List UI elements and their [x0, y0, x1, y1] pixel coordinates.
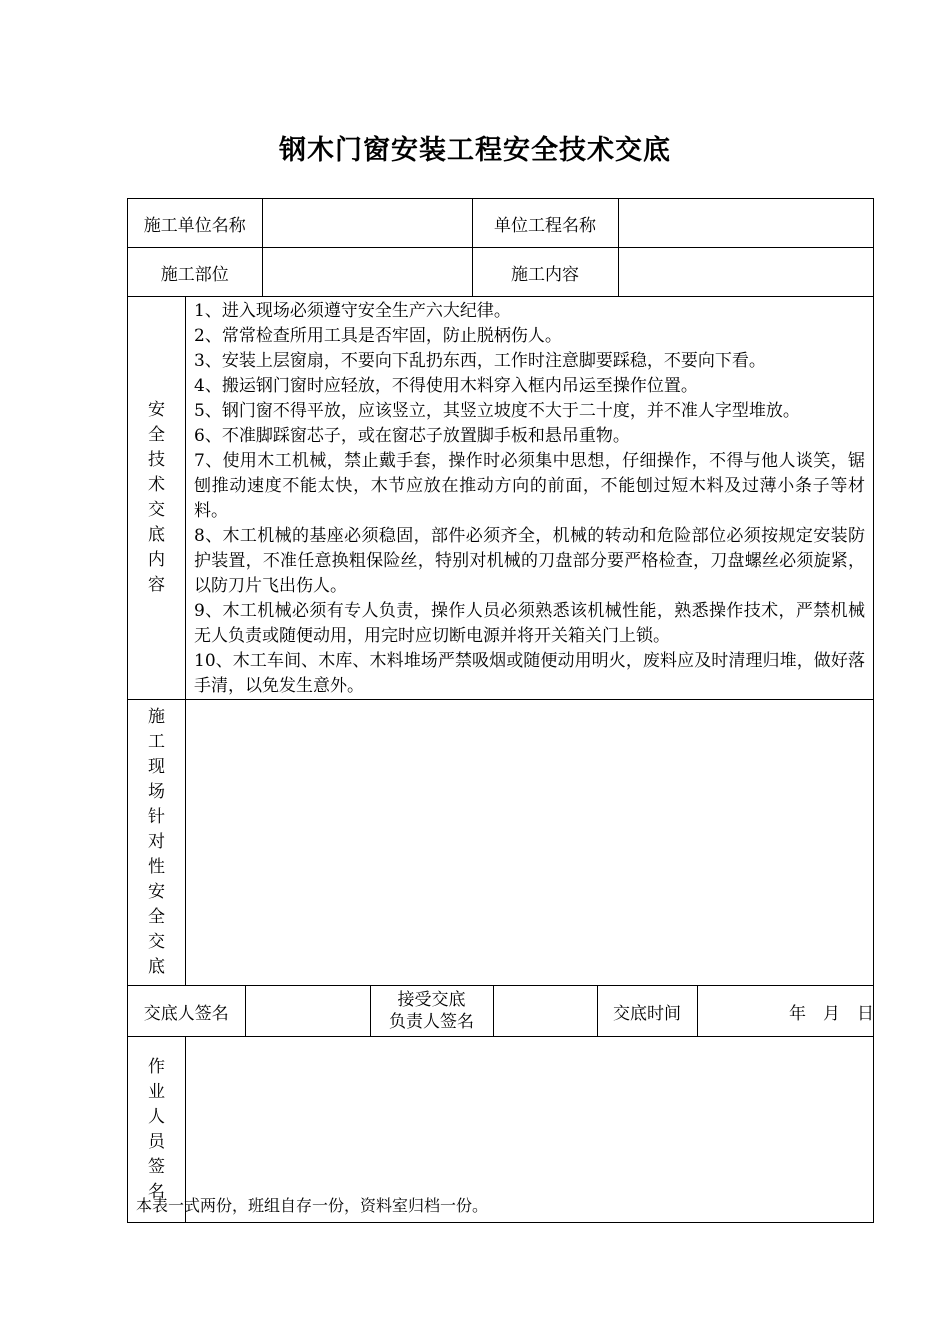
briefer-signature-label: 交底人签名	[128, 986, 245, 1036]
unit-project-label: 单位工程名称	[472, 199, 618, 247]
construction-content-label: 施工内容	[472, 248, 618, 296]
document-title: 钢木门窗安装工程安全技术交底	[279, 135, 671, 166]
briefer-signature-field[interactable]	[245, 986, 370, 1036]
label-char: 底	[148, 957, 165, 977]
construction-content-field[interactable]	[618, 248, 874, 296]
construction-unit-field[interactable]	[262, 199, 472, 247]
construction-unit-label: 施工单位名称	[128, 199, 262, 247]
briefing-time-label: 交底时间	[597, 986, 697, 1036]
label-char: 安	[148, 400, 165, 420]
label-char: 针	[148, 807, 165, 827]
label-char: 签	[148, 1156, 165, 1177]
safety-item: 10、木工车间、木库、木料堆场严禁吸烟或随便动用明火，废料应及时清理归堆，做好落手清，以免发生意外。	[194, 651, 865, 696]
label-char: 术	[148, 475, 165, 495]
label-char: 内	[148, 550, 165, 570]
safety-item: 7、使用木工机械，禁止戴手套，操作时必须集中思想，仔细操作，不得与他人谈笑，锯刨推动速度不能太快，木节应放在推动方向的前面，不能刨过短木料及过薄小条子等材料。	[194, 451, 865, 521]
receiver-signature-field[interactable]	[493, 986, 597, 1036]
unit-project-field[interactable]	[618, 199, 874, 247]
safety-briefing-form	[127, 198, 874, 1223]
header-row-2	[128, 248, 874, 297]
label-char: 作	[148, 1056, 165, 1077]
label-char: 现	[148, 757, 165, 777]
label-char: 交	[148, 932, 165, 952]
safety-item: 2、常常检查所用工具是否牢固，防止脱柄伤人。	[194, 326, 562, 346]
safety-item: 4、搬运钢门窗时应轻放，不得使用木料穿入框内吊运至操作位置。	[194, 376, 698, 396]
label-char: 全	[148, 425, 165, 445]
label-char: 技	[148, 450, 165, 470]
label-char: 安	[148, 882, 165, 902]
label-char: 名	[148, 1181, 165, 1202]
label-char: 交	[148, 500, 165, 520]
footer-note: 本表一式两份，班组自存一份，资料室归档一份。	[136, 1196, 489, 1215]
safety-content-label	[128, 297, 186, 700]
safety-item: 6、不准脚踩窗芯子，或在窗芯子放置脚手板和悬吊重物。	[194, 426, 630, 446]
safety-item: 1、进入现场必须遵守安全生产六大纪律。	[194, 301, 511, 321]
safety-item: 5、钢门窗不得平放，应该竖立，其竖立坡度不大于二十度，并不准人字型堆放。	[194, 401, 800, 421]
label-char: 工	[148, 732, 165, 752]
safety-item: 8、木工机械的基座必须稳固，部件必须齐全，机械的转动和危险部位必须按规定安装防护装置，不准任意换粗保险丝，特别对机械的刀盘部分要严格检查，刀盘螺丝必须旋紧，以防刀片飞出伤人。	[194, 526, 865, 596]
label-char: 对	[148, 832, 165, 852]
label-char: 场	[148, 782, 165, 802]
site-briefing-field[interactable]	[186, 700, 874, 986]
header-row-1	[128, 199, 874, 248]
label-char: 全	[148, 907, 165, 927]
safety-item: 3、安装上层窗扇，不要向下乱扔东西，工作时注意脚要踩稳，不要向下看。	[194, 351, 766, 371]
receiver-label-line1: 接受交底	[397, 990, 466, 1010]
briefing-date-field[interactable]: 年 月 日	[697, 986, 874, 1036]
label-char: 容	[148, 575, 165, 595]
safety-item: 9、木工机械必须有专人负责，操作人员必须熟悉该机械性能，熟悉操作技术，严禁机械无人负责或随便动用，用完时应切断电源并将开关箱关门上锁。	[194, 601, 865, 646]
label-char: 业	[148, 1081, 165, 1102]
signature-row	[128, 986, 874, 1037]
receiver-label-line2: 负责人签名	[389, 1012, 474, 1032]
label-char: 员	[148, 1131, 165, 1152]
label-char: 人	[148, 1106, 165, 1127]
receiver-signature-label	[370, 986, 493, 1036]
label-char: 施	[148, 707, 165, 727]
safety-content-items	[186, 297, 874, 700]
construction-part-label: 施工部位	[128, 248, 262, 296]
construction-part-field[interactable]	[262, 248, 472, 296]
label-char: 底	[148, 525, 165, 545]
site-briefing-label	[128, 700, 186, 986]
label-char: 性	[148, 857, 165, 877]
